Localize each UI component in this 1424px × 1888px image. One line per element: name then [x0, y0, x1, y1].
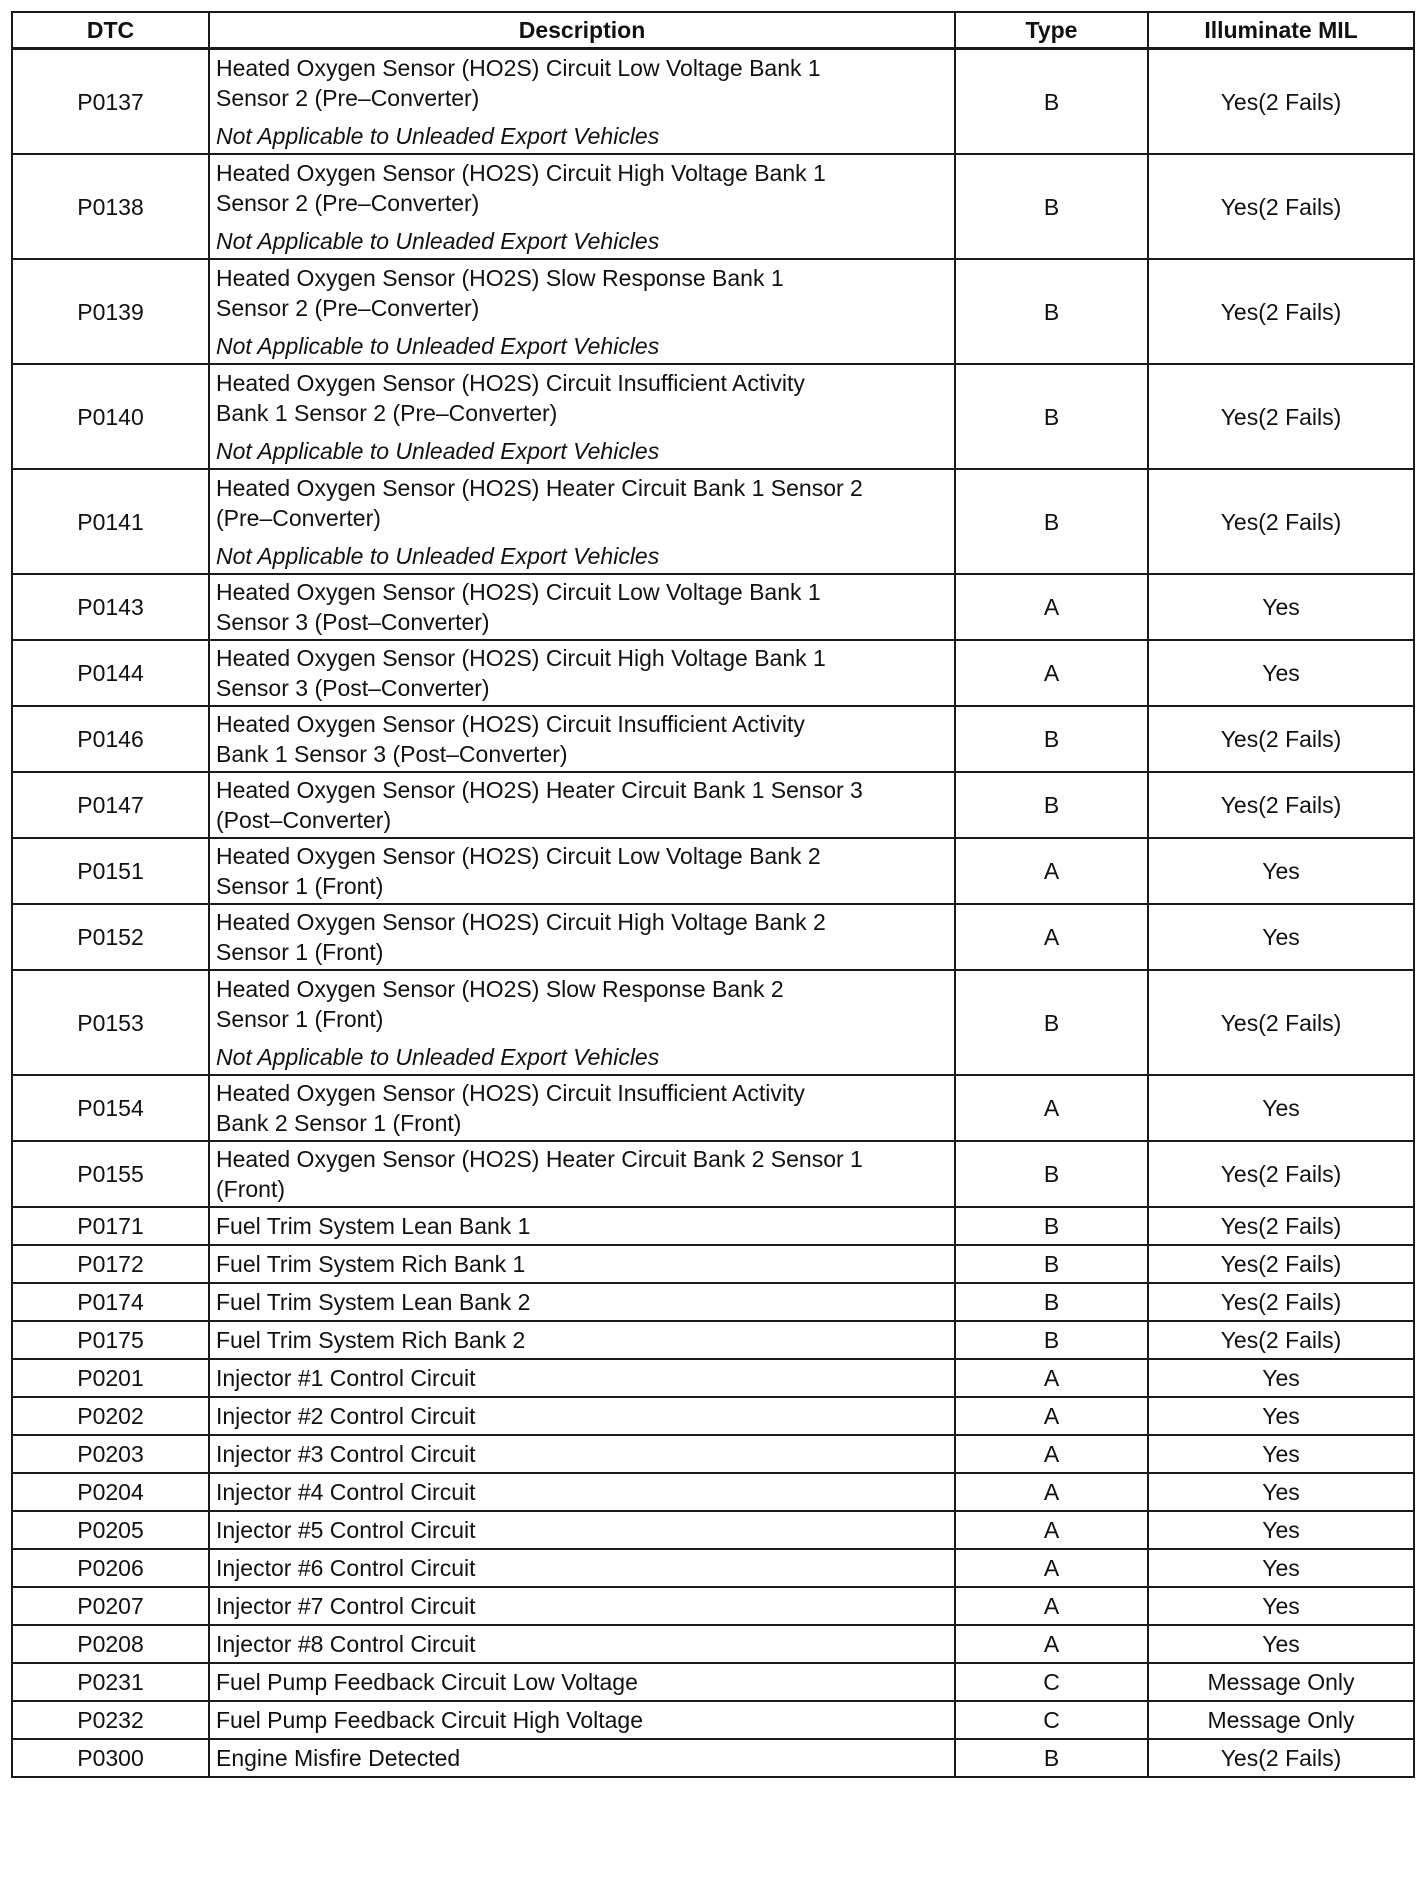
illuminate-mil-cell: Yes — [1148, 1473, 1414, 1511]
dtc-code-cell: P0204 — [12, 1473, 209, 1511]
description-line: Fuel Trim System Rich Bank 1 — [216, 1251, 526, 1277]
dtc-code-cell: P0208 — [12, 1625, 209, 1663]
description-line: Sensor 2 (Pre–Converter) — [216, 189, 480, 216]
description-line: Sensor 1 (Front) — [216, 939, 384, 965]
table-row — [12, 838, 1414, 904]
description-line: Heated Oxygen Sensor (HO2S) Circuit High Voltage Bank 1 — [216, 159, 826, 186]
illuminate-mil-cell: Yes — [1148, 574, 1414, 640]
description-cell — [209, 1207, 955, 1245]
description-line: Heated Oxygen Sensor (HO2S) Circuit Insufficient Activity — [216, 369, 805, 396]
header-dtc: DTC — [12, 12, 209, 49]
description-cell — [209, 364, 955, 469]
description-cell — [209, 772, 955, 838]
table-row — [12, 772, 1414, 838]
type-cell: B — [955, 1141, 1148, 1207]
description-line: Bank 1 Sensor 3 (Post–Converter) — [216, 741, 568, 767]
table-row — [12, 1207, 1414, 1245]
type-cell: A — [955, 1075, 1148, 1141]
illuminate-mil-cell: Yes(2 Fails) — [1148, 259, 1414, 364]
table-row — [12, 1739, 1414, 1777]
description-cell — [209, 970, 955, 1075]
illuminate-mil-cell: Yes — [1148, 838, 1414, 904]
dtc-code-cell: P0138 — [12, 154, 209, 259]
table-row — [12, 469, 1414, 574]
illuminate-mil-cell: Yes — [1148, 640, 1414, 706]
dtc-code-cell: P0140 — [12, 364, 209, 469]
dtc-code-cell: P0154 — [12, 1075, 209, 1141]
description-line: Heated Oxygen Sensor (HO2S) Slow Response Bank 2 — [216, 975, 784, 1002]
applicability-note: Not Applicable to Unleaded Export Vehicles — [216, 1043, 660, 1070]
illuminate-mil-cell: Yes(2 Fails) — [1148, 1321, 1414, 1359]
illuminate-mil-cell: Yes — [1148, 1587, 1414, 1625]
type-cell: A — [955, 1625, 1148, 1663]
description-line: Sensor 3 (Post–Converter) — [216, 609, 490, 635]
table-row — [12, 1473, 1414, 1511]
table-row — [12, 1549, 1414, 1587]
type-cell: A — [955, 1511, 1148, 1549]
table-row — [12, 970, 1414, 1075]
description-line: Injector #4 Control Circuit — [216, 1479, 476, 1505]
dtc-code-cell: P0137 — [12, 49, 209, 155]
description-cell — [209, 1359, 955, 1397]
description-cell — [209, 640, 955, 706]
dtc-code-cell: P0175 — [12, 1321, 209, 1359]
description-line: Injector #3 Control Circuit — [216, 1441, 476, 1467]
description-line: Sensor 1 (Front) — [216, 1005, 384, 1032]
dtc-code-cell: P0202 — [12, 1397, 209, 1435]
description-cell — [209, 469, 955, 574]
dtc-code-cell: P0206 — [12, 1549, 209, 1587]
description-line: Bank 2 Sensor 1 (Front) — [216, 1110, 462, 1136]
dtc-code-cell: P0232 — [12, 1701, 209, 1739]
description-line: (Front) — [216, 1176, 285, 1202]
table-row — [12, 1359, 1414, 1397]
dtc-code-cell: P0300 — [12, 1739, 209, 1777]
illuminate-mil-cell: Yes(2 Fails) — [1148, 154, 1414, 259]
type-cell: A — [955, 838, 1148, 904]
dtc-code-cell: P0207 — [12, 1587, 209, 1625]
type-cell: A — [955, 640, 1148, 706]
description-cell — [209, 259, 955, 364]
description-cell — [209, 574, 955, 640]
dtc-code-cell: P0139 — [12, 259, 209, 364]
type-cell: C — [955, 1663, 1148, 1701]
description-line: Heated Oxygen Sensor (HO2S) Circuit Low Voltage Bank 2 — [216, 843, 821, 869]
illuminate-mil-cell: Yes — [1148, 1435, 1414, 1473]
description-cell — [209, 706, 955, 772]
type-cell: B — [955, 1245, 1148, 1283]
dtc-code-cell: P0141 — [12, 469, 209, 574]
table-row — [12, 364, 1414, 469]
description-line: Sensor 3 (Post–Converter) — [216, 675, 490, 701]
description-line: Fuel Trim System Lean Bank 1 — [216, 1213, 531, 1239]
description-cell — [209, 1625, 955, 1663]
description-line: Heated Oxygen Sensor (HO2S) Circuit Low Voltage Bank 1 — [216, 54, 821, 81]
dtc-code-cell: P0155 — [12, 1141, 209, 1207]
illuminate-mil-cell: Yes — [1148, 1397, 1414, 1435]
table-row — [12, 1075, 1414, 1141]
table-row — [12, 1321, 1414, 1359]
illuminate-mil-cell: Yes — [1148, 1511, 1414, 1549]
description-cell — [209, 154, 955, 259]
illuminate-mil-cell: Message Only — [1148, 1701, 1414, 1739]
description-line: Heated Oxygen Sensor (HO2S) Circuit Insufficient Activity — [216, 711, 805, 737]
type-cell: B — [955, 49, 1148, 155]
dtc-code-cell: P0172 — [12, 1245, 209, 1283]
description-line: (Pre–Converter) — [216, 504, 381, 531]
applicability-note: Not Applicable to Unleaded Export Vehicles — [216, 332, 660, 359]
illuminate-mil-cell: Yes(2 Fails) — [1148, 772, 1414, 838]
description-cell — [209, 904, 955, 970]
type-cell: B — [955, 1739, 1148, 1777]
dtc-code-cell: P0151 — [12, 838, 209, 904]
dtc-code-cell: P0174 — [12, 1283, 209, 1321]
type-cell: B — [955, 1321, 1148, 1359]
description-line: Injector #7 Control Circuit — [216, 1593, 476, 1619]
description-line: Fuel Trim System Lean Bank 2 — [216, 1289, 531, 1315]
type-cell: A — [955, 1359, 1148, 1397]
description-cell — [209, 1435, 955, 1473]
description-cell — [209, 1739, 955, 1777]
type-cell: B — [955, 706, 1148, 772]
type-cell: A — [955, 574, 1148, 640]
description-cell — [209, 1473, 955, 1511]
description-cell — [209, 1701, 955, 1739]
description-cell — [209, 1587, 955, 1625]
dtc-code-cell: P0171 — [12, 1207, 209, 1245]
table-row — [12, 1663, 1414, 1701]
illuminate-mil-cell: Yes(2 Fails) — [1148, 469, 1414, 574]
table-row — [12, 574, 1414, 640]
description-line: Injector #2 Control Circuit — [216, 1403, 476, 1429]
description-line: Heated Oxygen Sensor (HO2S) Heater Circuit Bank 2 Sensor 1 — [216, 1146, 863, 1172]
dtc-code-cell: P0205 — [12, 1511, 209, 1549]
table-row — [12, 1587, 1414, 1625]
table-row — [12, 1245, 1414, 1283]
dtc-code-cell: P0146 — [12, 706, 209, 772]
dtc-code-cell: P0144 — [12, 640, 209, 706]
illuminate-mil-cell: Yes — [1148, 1075, 1414, 1141]
description-line: Fuel Pump Feedback Circuit Low Voltage — [216, 1669, 638, 1695]
header-illuminate-mil: Illuminate MIL — [1148, 12, 1414, 49]
description-cell — [209, 1321, 955, 1359]
illuminate-mil-cell: Yes — [1148, 1549, 1414, 1587]
applicability-note: Not Applicable to Unleaded Export Vehicles — [216, 542, 660, 569]
description-line: Heated Oxygen Sensor (HO2S) Heater Circuit Bank 1 Sensor 3 — [216, 777, 863, 803]
description-line: Heated Oxygen Sensor (HO2S) Circuit Insufficient Activity — [216, 1080, 805, 1106]
table-row — [12, 1511, 1414, 1549]
description-line: Injector #5 Control Circuit — [216, 1517, 476, 1543]
description-cell — [209, 838, 955, 904]
description-cell — [209, 1141, 955, 1207]
type-cell: A — [955, 1587, 1148, 1625]
table-row — [12, 1141, 1414, 1207]
illuminate-mil-cell: Yes — [1148, 904, 1414, 970]
table-row — [12, 904, 1414, 970]
description-line: Injector #8 Control Circuit — [216, 1631, 476, 1657]
table-row — [12, 49, 1414, 155]
applicability-note: Not Applicable to Unleaded Export Vehicles — [216, 227, 660, 254]
table-row — [12, 706, 1414, 772]
illuminate-mil-cell: Yes(2 Fails) — [1148, 1739, 1414, 1777]
table-row — [12, 154, 1414, 259]
description-line: Heated Oxygen Sensor (HO2S) Circuit High Voltage Bank 2 — [216, 909, 826, 935]
table-row — [12, 640, 1414, 706]
illuminate-mil-cell: Yes(2 Fails) — [1148, 1245, 1414, 1283]
description-line: Heated Oxygen Sensor (HO2S) Heater Circuit Bank 1 Sensor 2 — [216, 474, 863, 501]
type-cell: A — [955, 1473, 1148, 1511]
illuminate-mil-cell: Message Only — [1148, 1663, 1414, 1701]
type-cell: B — [955, 970, 1148, 1075]
type-cell: A — [955, 904, 1148, 970]
dtc-code-cell: P0231 — [12, 1663, 209, 1701]
description-cell — [209, 1397, 955, 1435]
description-line: Fuel Trim System Rich Bank 2 — [216, 1327, 526, 1353]
type-cell: A — [955, 1549, 1148, 1587]
description-cell — [209, 1075, 955, 1141]
dtc-code-cell: P0152 — [12, 904, 209, 970]
table-body — [12, 49, 1414, 1778]
description-cell — [209, 1549, 955, 1587]
description-line: Sensor 2 (Pre–Converter) — [216, 84, 480, 111]
type-cell: B — [955, 1283, 1148, 1321]
description-line: Sensor 1 (Front) — [216, 873, 384, 899]
description-cell — [209, 1283, 955, 1321]
table-row — [12, 1625, 1414, 1663]
type-cell: B — [955, 469, 1148, 574]
description-line: Sensor 2 (Pre–Converter) — [216, 294, 480, 321]
description-line: Injector #1 Control Circuit — [216, 1365, 476, 1391]
illuminate-mil-cell: Yes(2 Fails) — [1148, 364, 1414, 469]
type-cell: B — [955, 364, 1148, 469]
type-cell: C — [955, 1701, 1148, 1739]
description-line: Injector #6 Control Circuit — [216, 1555, 476, 1581]
illuminate-mil-cell: Yes(2 Fails) — [1148, 706, 1414, 772]
type-cell: B — [955, 772, 1148, 838]
type-cell: A — [955, 1397, 1148, 1435]
illuminate-mil-cell: Yes(2 Fails) — [1148, 1283, 1414, 1321]
illuminate-mil-cell: Yes(2 Fails) — [1148, 49, 1414, 155]
dtc-table — [11, 11, 1415, 1778]
description-line: Fuel Pump Feedback Circuit High Voltage — [216, 1707, 643, 1733]
dtc-code-cell: P0153 — [12, 970, 209, 1075]
illuminate-mil-cell: Yes — [1148, 1359, 1414, 1397]
illuminate-mil-cell: Yes — [1148, 1625, 1414, 1663]
dtc-code-cell: P0147 — [12, 772, 209, 838]
description-line: Bank 1 Sensor 2 (Pre–Converter) — [216, 399, 558, 426]
type-cell: B — [955, 259, 1148, 364]
illuminate-mil-cell: Yes(2 Fails) — [1148, 1141, 1414, 1207]
type-cell: A — [955, 1435, 1148, 1473]
illuminate-mil-cell: Yes(2 Fails) — [1148, 1207, 1414, 1245]
description-line: Engine Misfire Detected — [216, 1745, 461, 1771]
table-row — [12, 259, 1414, 364]
type-cell: B — [955, 1207, 1148, 1245]
description-cell — [209, 1663, 955, 1701]
description-line: Heated Oxygen Sensor (HO2S) Circuit Low Voltage Bank 1 — [216, 579, 821, 605]
description-line: Heated Oxygen Sensor (HO2S) Slow Response Bank 1 — [216, 264, 784, 291]
dtc-code-cell: P0203 — [12, 1435, 209, 1473]
applicability-note: Not Applicable to Unleaded Export Vehicles — [216, 122, 660, 149]
description-cell — [209, 1511, 955, 1549]
dtc-code-cell: P0143 — [12, 574, 209, 640]
table-row — [12, 1435, 1414, 1473]
description-line: (Post–Converter) — [216, 807, 392, 833]
table-row — [12, 1701, 1414, 1739]
description-cell — [209, 1245, 955, 1283]
header-type: Type — [955, 12, 1148, 49]
type-cell: B — [955, 154, 1148, 259]
table-header-row — [12, 12, 1414, 49]
header-description: Description — [209, 12, 955, 49]
table-row — [12, 1397, 1414, 1435]
description-cell — [209, 49, 955, 155]
description-line: Heated Oxygen Sensor (HO2S) Circuit High Voltage Bank 1 — [216, 645, 826, 671]
dtc-code-cell: P0201 — [12, 1359, 209, 1397]
table-row — [12, 1283, 1414, 1321]
applicability-note: Not Applicable to Unleaded Export Vehicles — [216, 437, 660, 464]
illuminate-mil-cell: Yes(2 Fails) — [1148, 970, 1414, 1075]
